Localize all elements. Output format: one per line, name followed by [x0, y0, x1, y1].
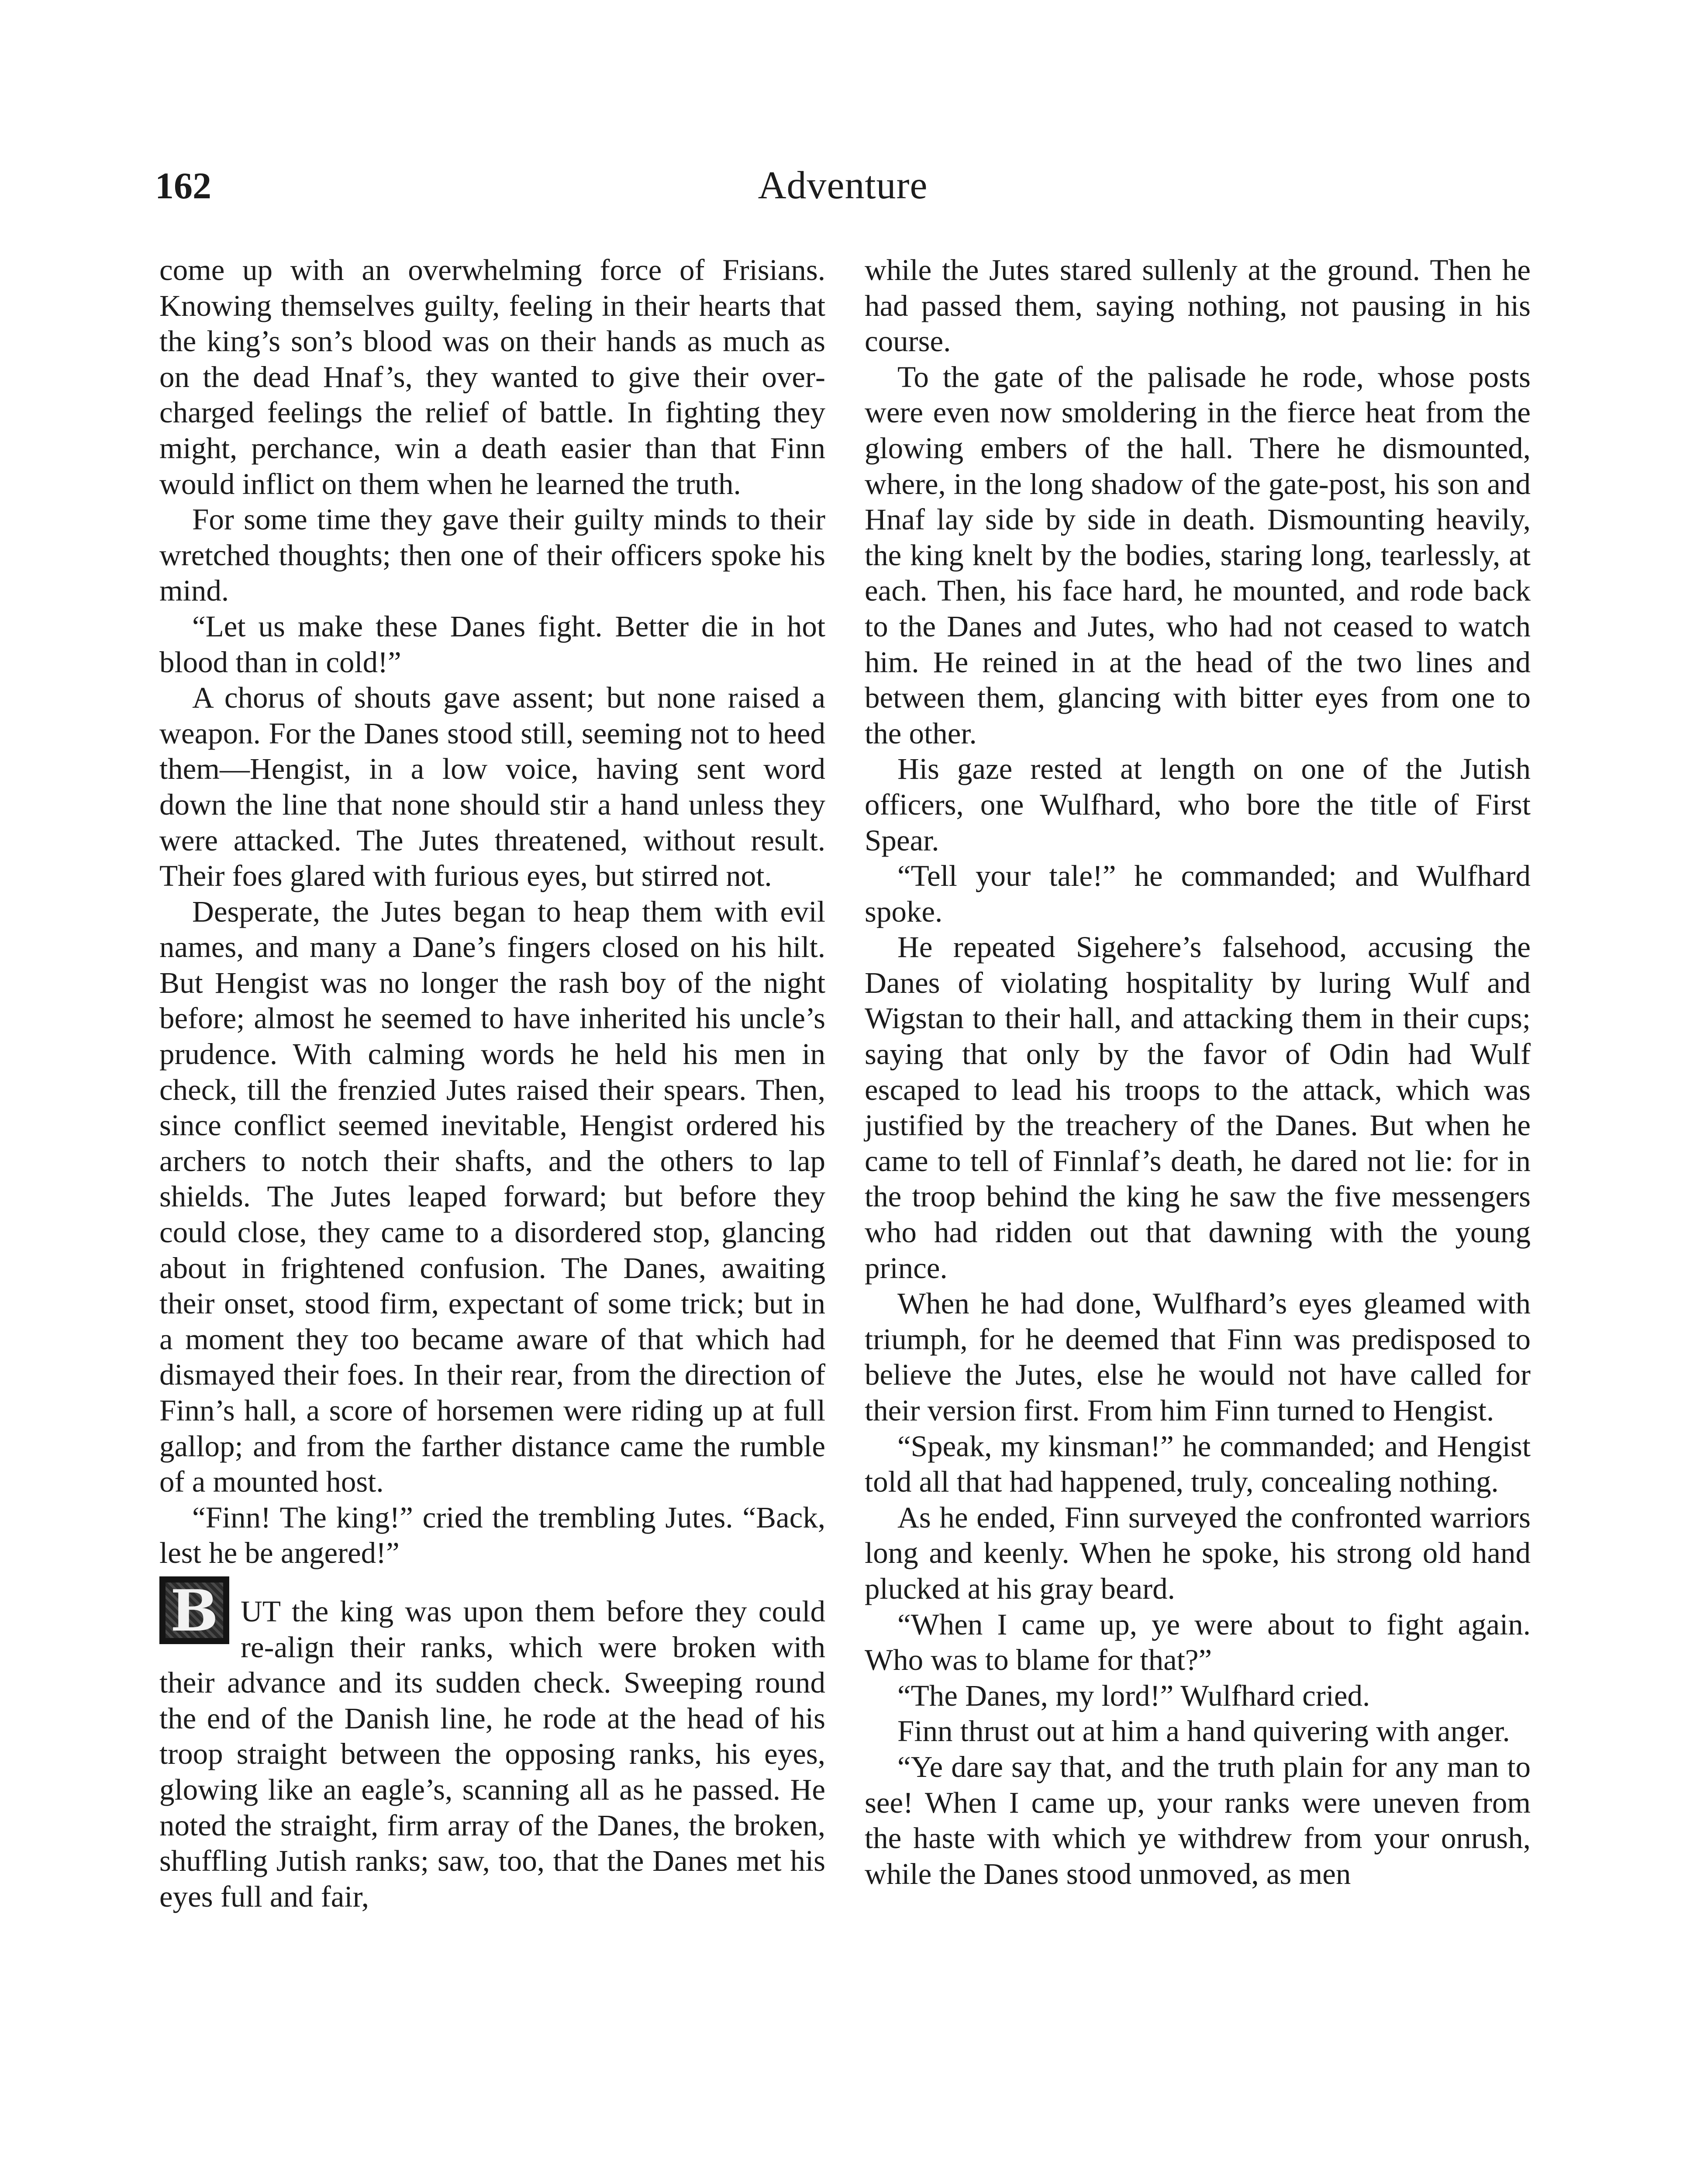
dropcap-paragraph: UT the king was upon them before they could re-align their ranks, which were broken with their advance and its sudden check. Sweeping round the end of the Danish line, he rode at the head of his troop straight between the opposing ranks, his eyes, glowing like an eagle’s, scanning all as he passed. He noted the straight, firm array of the Danes, the broken, shuffling Jutish ranks; saw, too, that the Danes met his eyes full and fair,	[159, 1594, 825, 1913]
paragraph: As he ended, Finn surveyed the confronted warriors long and keenly. When he spoke, his strong old hand plucked at his gray beard.	[865, 1500, 1531, 1605]
paragraph: To the gate of the palisade he rode, whose posts were even now smoldering in the fierce heat from the glowing embers of the hall. There he dismounted, where, in the long shadow of the gate-post, his son and Hnaf lay side by side in death. Dismounting heavily, the king knelt by the bodies, staring long, tearlessly, at each. Then, his face hard, he mounted, and rode back to the Danes and Jutes, who had not ceased to watch him. He reined in at the head of the two lines and between them, glancing with bitter eyes from one to the other.	[865, 360, 1531, 750]
page-number: 162	[155, 165, 211, 207]
dropcap-ornament	[159, 1576, 229, 1644]
paragraph: “Ye dare say that, and the truth plain for any man to see! When I came up, your ranks were uneven from the haste with which ye withdrew from your onrush, while the Danes stood unmoved, as men	[865, 1750, 1531, 1890]
paragraph: Finn thrust out at him a hand quivering with anger.	[897, 1714, 1510, 1748]
paragraph: “Tell your tale!” he commanded; and Wulfhard spoke.	[865, 859, 1531, 928]
paragraph: “Let us make these Danes fight. Better die in hot blood than in cold!”	[159, 609, 825, 679]
paragraph: come up with an overwhelming force of Frisians. Knowing themselves guilty, feeling in their hearts that the king’s son’s blood was on their hands as much as on the dead Hnaf’s, they wanted to give their overcharged feelings the relief of battle. In fighting they might, perchance, win a death easier than that Finn would inflict on them when he learned the truth.	[159, 253, 825, 501]
dropcap-letter: B	[170, 1577, 218, 1644]
paragraph: His gaze rested at length on one of the Jutish officers, one Wulfhard, who bore the title of First Spear.	[865, 752, 1531, 857]
left-column	[159, 252, 825, 1914]
paragraph: “Speak, my kinsman!” he commanded; and Hengist told all that had happened, truly, concealing nothing.	[865, 1429, 1531, 1499]
paragraph: For some time they gave their guilty minds to their wretched thoughts; then one of their officers spoke his mind.	[159, 503, 825, 608]
paragraph: “The Danes, my lord!” Wulfhard cried.	[897, 1679, 1370, 1712]
paragraph: Desperate, the Jutes began to heap them with evil names, and many a Dane’s fingers closed on his hilt. But Hengist was no longer the rash boy of the night before; almost he seemed to have inherited his uncle’s prudence. With calming words he held his men in check, till the frenzied Jutes raised their spears. Then, since conflict seemed inevitable, Hengist ordered his archers to notch their shafts, and the others to lap shields. The Jutes leaped forward; but before they could close, they came to a disordered stop, glancing about in frightened confusion. The Danes, awaiting their onset, stood firm, expectant of some trick; but in a moment they too became aware of that which had dismayed their foes. In their rear, from the direction of Finn’s hall, a score of horsemen were riding up at full gallop; and from the farther distance came the rumble of a mounted host.	[159, 895, 825, 1499]
paragraph: He repeated Sigehere’s falsehood, accusing the Danes of violating hospitality by luring Wulf and Wigstan to their hall, and attacking them in their cups; saying that only by the favor of Odin had Wulf escaped to lead his troops to the attack, which was justified by the treachery of the Danes. But when he came to tell of Finnlaf’s death, he dared not lie: for in the troop behind the king he saw the five messengers who had ridden out that dawning with the young prince.	[865, 930, 1531, 1285]
paragraph: “Finn! The king!” cried the trembling Jutes. “Back, lest he be angered!”	[159, 1500, 825, 1570]
paragraph: A chorus of shouts gave assent; but none raised a weapon. For the Danes stood still, seeming not to heed them—Hengist, in a low voice, having sent word down the line that none should stir a hand unless they were attacked. The Jutes threatened, without result. Their foes glared with furious eyes, but stirred not.	[159, 681, 825, 893]
paragraph: When he had done, Wulfhard’s eyes gleamed with triumph, for he deemed that Finn was predisposed to believe the Jutes, else he would not have called for their version first. From him Finn turned to Hengist.	[865, 1287, 1531, 1427]
running-title: Adventure	[758, 164, 928, 207]
page-header	[155, 159, 1531, 212]
right-column	[865, 252, 1531, 1892]
paragraph: while the Jutes stared sullenly at the ground. Then he had passed them, saying nothing, not pausing in his course.	[865, 253, 1531, 358]
paragraph: “When I came up, ye were about to fight again. Who was to blame for that?”	[865, 1607, 1531, 1677]
